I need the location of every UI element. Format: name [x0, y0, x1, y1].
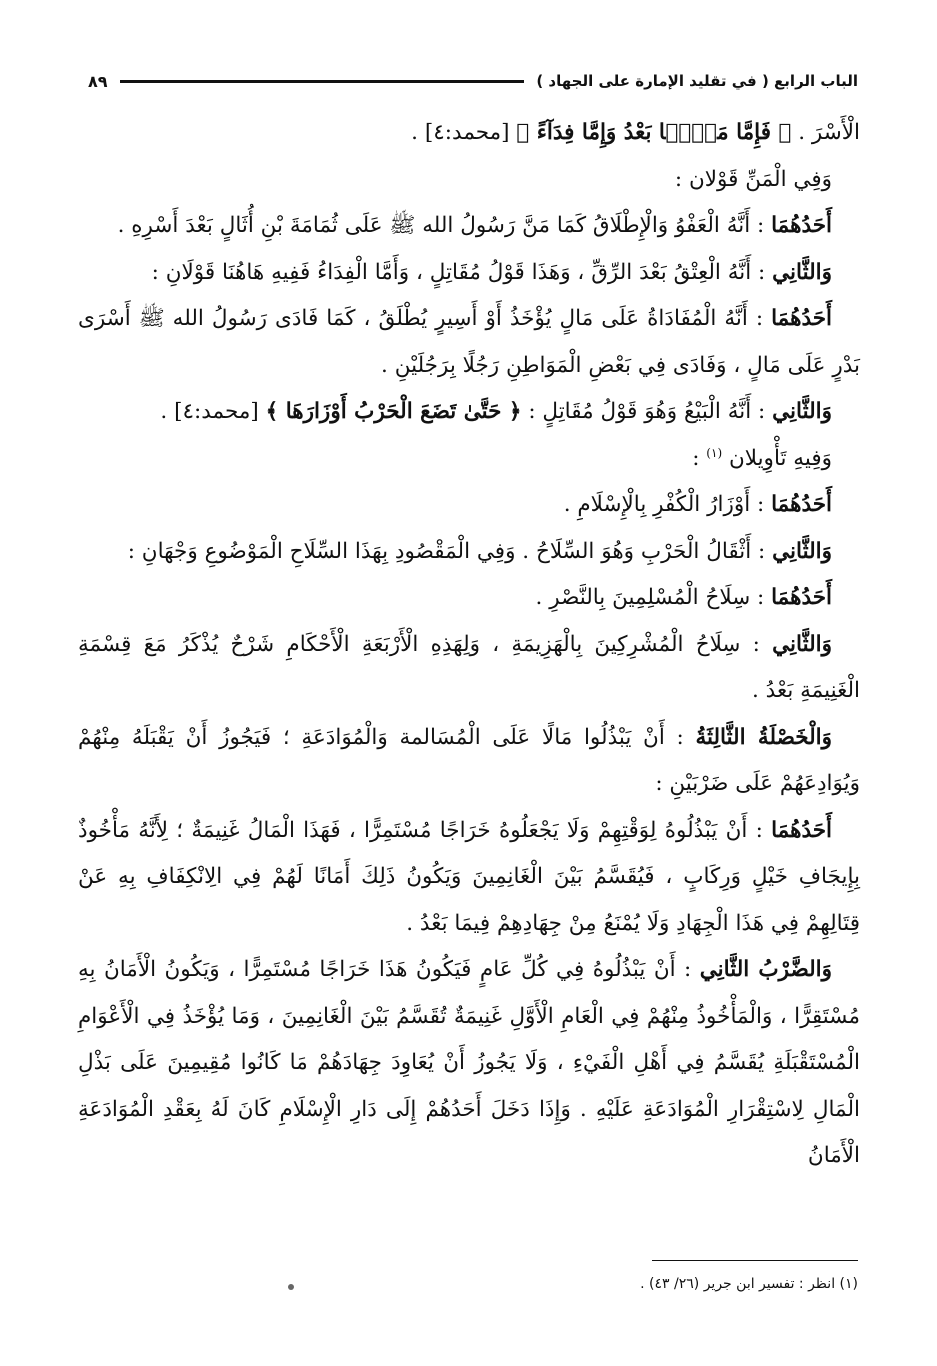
paragraph-2: وَفِي الْمَنِّ قَوْلان :: [674, 166, 832, 192]
paragraph-14: وَالضَّرْبُ الثَّانِي : أَنْ يَبْذُلُوهُ فِي كُلِّ عَامٍ فَيَكُونُ هَذَا خَرَاجًا مُسْتَمِرًّا ، وَيَكُونُ الْأَمَانُ بِهِ مُسْتَقِرًّا ، وَالْمَأْخُوذُ مِنْهُمْ فِي الْعَامِ الْأَوَّلِ غَنِيمَةٌ تُقَسَّمُ بَيْنَ الْغَانِمِينَ ، وَمَا يُؤْخَذُ فِي الْأَعْوَامِ الْمُسْتَقْبَلَةِ يُقَسَّمُ فِي أَهْلِ الْفَيْءِ ، وَلَا يَجُوزُ أَنْ يُعَاوِدَ جِهَادَهُمْ مَا كَانُوا مُقِيمِينَ عَلَى بَذْلِ الْمَالِ لِاسْتِقْرَارِ الْمُوَادَعَةِ عَلَيْهِ . وَإِذَا دَخَلَ أَحَدُهُمْ إِلَى دَارِ الْإِسْلَامِ كَانَ لَهُ بِعَقْدِ الْمُوَادَعَةِ الْأَمَانُ: [78, 957, 860, 1168]
paragraph-lead: وَالثَّانِي: [772, 259, 832, 285]
paragraph-5: أَحَدُهُمَا : أَنَّهُ الْمُفَادَاةُ عَلَى مَالٍ يُؤْخَذُ أَوْ أَسِيرٍ يُطْلَقُ ، كَمَا فَادَى رَسُولُ الله ﷺ أَسْرَى بَدْرٍ عَلَى مَالٍ ، وَفَادَى فِي بَعْضِ الْمَوَاطِنِ رَجُلًا بِرَجُلَيْنِ .: [78, 306, 860, 378]
paragraph-lead: وَالثَّانِي: [772, 631, 832, 657]
paragraph-6: وَالثَّانِي : أَنَّهُ الْبَيْعُ وَهُوَ قَوْلُ مُقَاتِلٍ : ﴿ حَتَّىٰ تَضَعَ الْحَرْبُ أَوْزَارَهَا ﴾ [محمد:٤] .: [160, 399, 832, 424]
page-number: ٨٩: [88, 71, 108, 91]
paragraph-lead: أَحَدُهُمَا: [771, 585, 832, 610]
paragraph-lead: أَحَدُهُمَا: [771, 817, 832, 843]
body-text: [78, 110, 860, 1180]
footnote: (١) انظر : تفسير ابن جرير (٢٦/ ٤٣) .: [640, 1276, 858, 1292]
running-header: [88, 66, 858, 96]
page-dot: [288, 1284, 294, 1290]
paragraph-lead: وَالثَّانِي: [772, 538, 832, 564]
footnote-reference[interactable]: (١): [706, 445, 723, 460]
header-rule: [120, 80, 525, 83]
paragraph-12: وَالْخَصْلَةُ الثَّالِثَةُ : أَنْ يَبْذُلُوا مَالًا عَلَى الْمُسَالمة وَالْمُوَادَعَةِ ؛ فَيَجُوزُ أَنْ يَقْبَلَهُ مِنْهُمْ وَيُوَادِعَهُمْ عَلَى ضَرْبَيْنِ :: [78, 724, 860, 796]
paragraph-lead: أَحَدُهُمَا: [771, 306, 832, 331]
paragraph-lead: وَالضَّرْبُ الثَّانِي: [699, 957, 832, 982]
quran-verse: ﴿ فَإِمَّا مَنًّۢا بَعْدُ وَإِمَّا فِدَآءً ﴾: [516, 120, 792, 145]
paragraph-9: وَالثَّانِي : أَثْقَالُ الْحَرْبِ وَهُوَ السِّلَاحُ . وَفِي الْمَقْصُودِ بِهَذَا السِّلَاحِ الْمَوْضُوعِ وَجْهَانِ :: [127, 538, 832, 564]
footnote-rule: [652, 1260, 858, 1261]
paragraph-8: أَحَدُهُمَا : أَوْزَارُ الْكُفْرِ بِالْإِسْلَامِ .: [563, 492, 832, 517]
paragraph-1: الْأَسْرَ . ﴿ فَإِمَّا مَنًّۢا بَعْدُ وَإِمَّا فِدَآءً ﴾ [محمد:٤] .: [411, 120, 860, 145]
paragraph-4: وَالثَّانِي : أَنَّهُ الْعِتْقُ بَعْدَ الرِّقِّ ، وَهَذَا قَوْلُ مُقَاتِلٍ ، وَأَمَّا الْفِدَاءُ فَفِيهِ هَاهُنَا قَوْلَانِ :: [151, 259, 832, 285]
paragraph-11: وَالثَّانِي : سِلَاحُ الْمُشْرِكِينَ بِالْهَزِيمَةِ ، وَلِهَذِهِ الْأَرْبَعَةِ الْأَحْكَامِ شَرْحٌ يُذْكَرُ مَعَ قِسْمَةِ الْغَنِيمَةِ بَعْدُ .: [78, 631, 860, 703]
paragraph-7: وَفِيهِ تَأْوِيلان $^{(١)}$ :: [692, 445, 832, 471]
chapter-title: الباب الرابع ( في تقليد الإمارة على الجهاد ): [536, 72, 858, 90]
paragraph-10: أَحَدُهُمَا : سِلَاحُ الْمُسْلِمِينَ بِالنَّصْرِ .: [535, 585, 832, 610]
paragraph-13: أَحَدُهُمَا : أَنْ يَبْذُلُوهُ لِوَقْتِهِمْ وَلَا يَجْعَلُوهُ خَرَاجًا مُسْتَمِرًّا ، فَهَذَا الْمَالُ غَنِيمَةٌ ؛ لِأَنَّهُ مَأْخُوذٌ بِإِيجَافِ خَيْلٍ وَرِكَابٍ ، فَيُقَسَّمُ بَيْنَ الْغَانِمِينَ وَيَكُونُ ذَلِكَ أَمَانًا لَهُمْ فِي الِانْكِفَافِ بِهِ عَنْ قِتَالِهِمْ فِي هَذَا الْجِهَادِ وَلَا يُمْنَعُ مِنْ جِهَادِهِمْ فِيمَا بَعْدُ .: [78, 817, 860, 936]
paragraph-lead: وَالثَّانِي: [772, 399, 832, 424]
paragraph-lead: وَالْخَصْلَةُ الثَّالِثَةُ: [695, 724, 833, 750]
paragraph-lead: أَحَدُهُمَا: [771, 492, 832, 517]
paragraph-lead: أَحَدُهُمَا: [771, 213, 832, 238]
paragraph-3: أَحَدُهُمَا : أَنَّهُ الْعَفْوُ وَالْإِطْلَاقُ كَمَا مَنَّ رَسُولُ الله ﷺ عَلَى ثُمَامَةَ بْنِ أُثَالٍ بَعْدَ أَسْرِهِ .: [117, 213, 832, 238]
quran-verse: ﴿ حَتَّىٰ تَضَعَ الْحَرْبُ أَوْزَارَهَا ﴾: [265, 399, 522, 424]
